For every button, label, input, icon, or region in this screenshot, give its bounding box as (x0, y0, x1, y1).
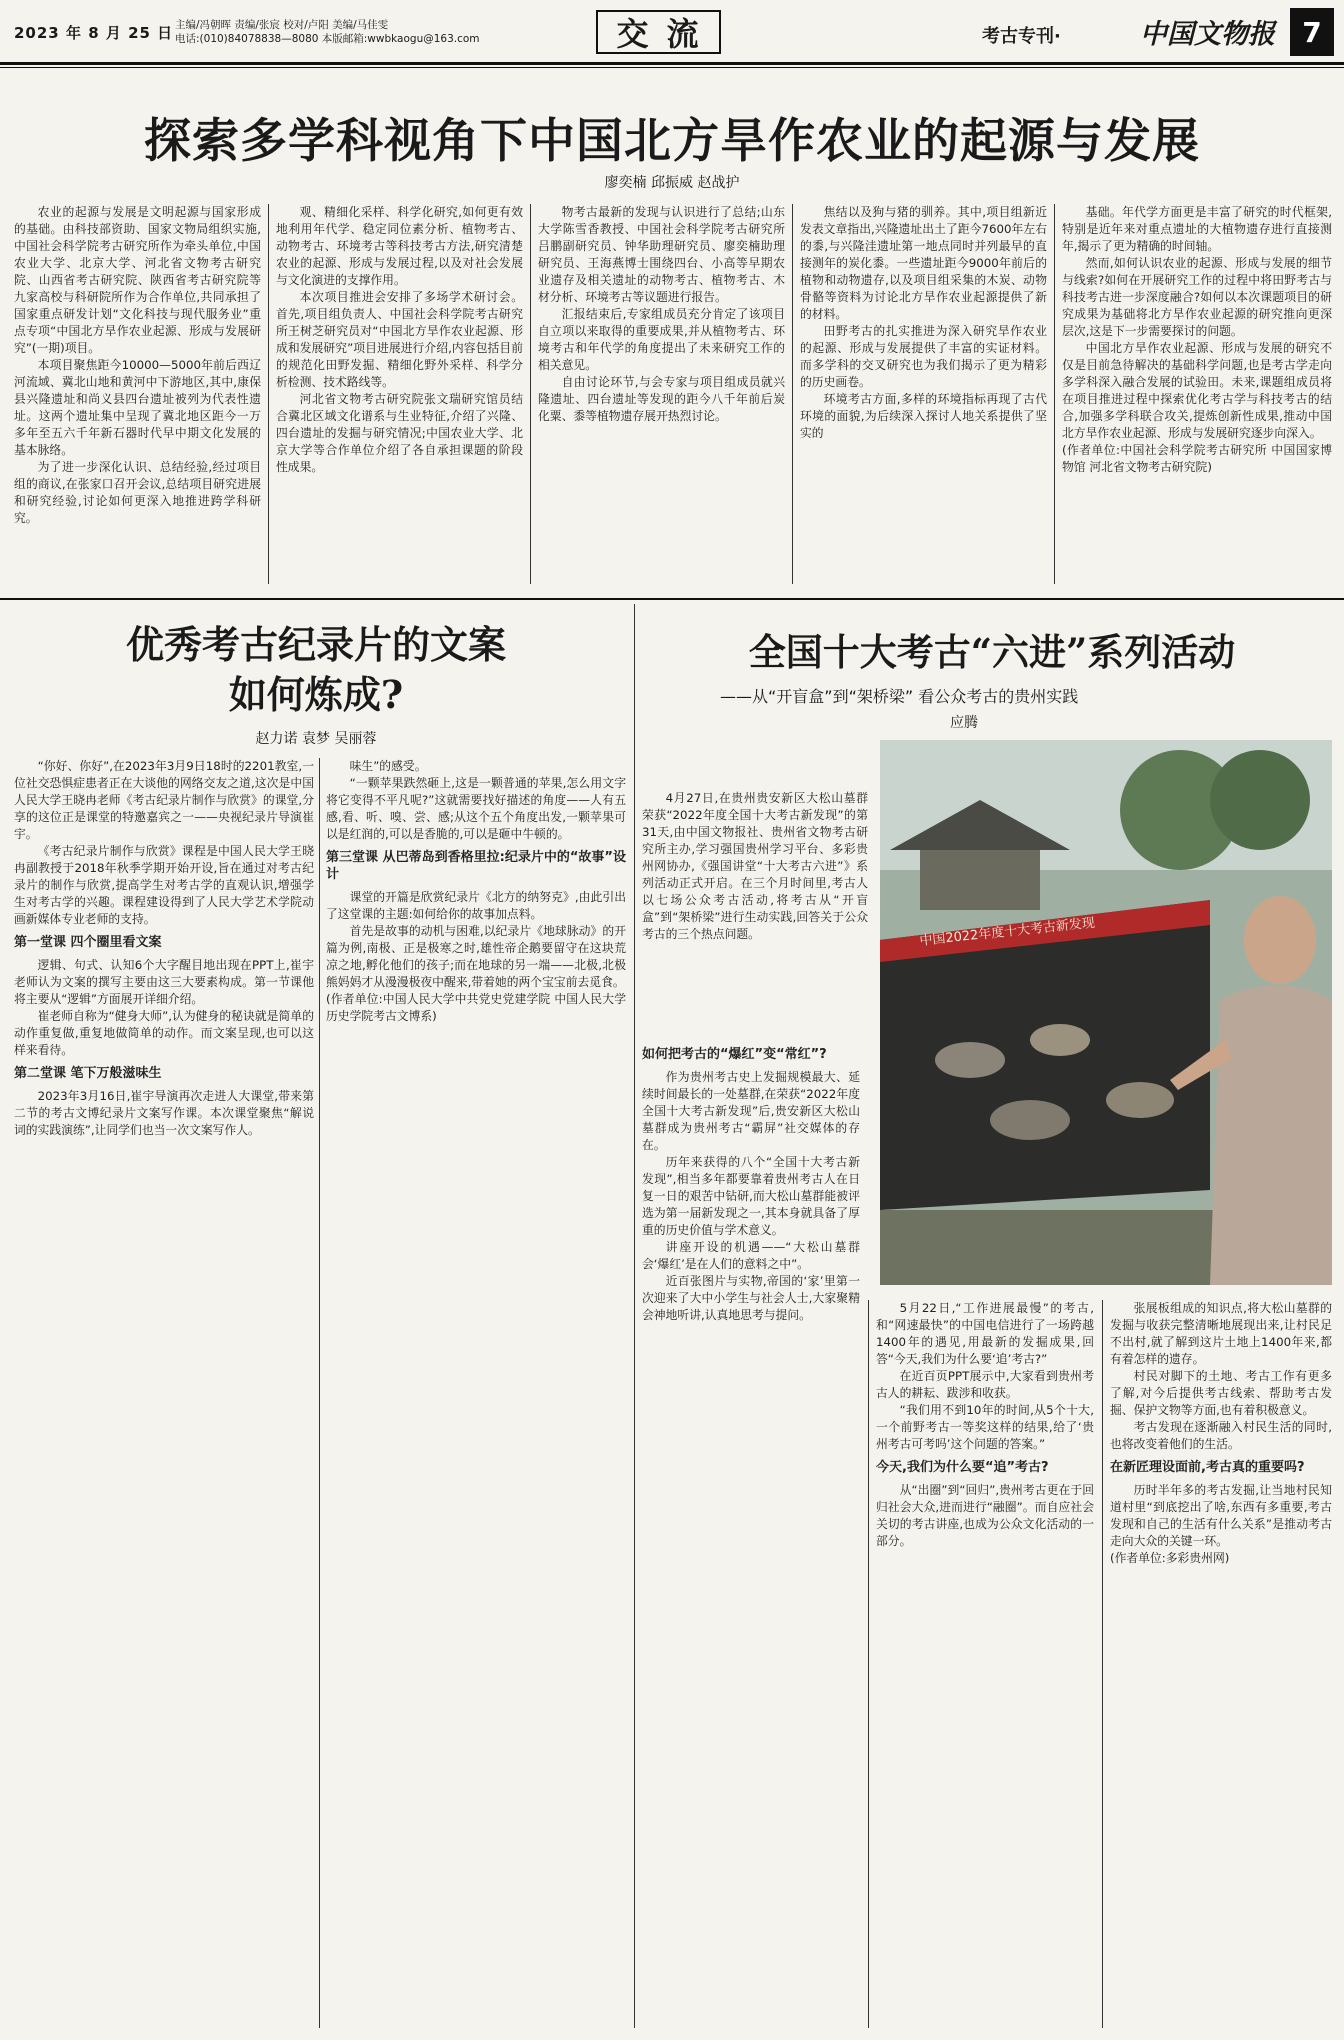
author-affiliation: (作者单位:中国人民大学中共党史党建学院 中国人民大学历史学院考古文博系) (326, 992, 626, 1023)
visitor-body (1210, 985, 1332, 1285)
article2-column-1 (14, 758, 314, 2028)
paragraph: 环境考古方面,多样的环境指标再现了古代环境的面貌,为后续深入探讨人地关系提供了坚实的 (800, 392, 1047, 440)
author-affiliation: (作者单位:多彩贵州网) (1110, 1551, 1230, 1565)
paragraph: 自由讨论环节,与会专家与项目组成员就兴隆遗址、四台遗址等发现的距今八千年前后炭化粟、黍等植物遗存展开热烈讨论。 (538, 375, 785, 423)
paragraph: 逻辑、句式、认知6个大字醒目地出现在PPT上,崔宇老师认为文案的撰写主要由这三大要素构成。第一节课他将主要从“逻辑”方面展开详细介绍。 (14, 958, 314, 1006)
article2-title-line-1: 优秀考古纪录片的文案 (125, 622, 506, 667)
paragraph: 农业的起源与发展是文明起源与国家形成的基础。由科技部资助、国家文物局组织实施,中国社会科学院考古研究所作为牵头单位,中国农业大学、北京大学、河北省文物考古研究院、山西省考古研究院、陕西省考古研究院等九家高校与科研院所作为合作单位,共同承担了国家重点研发计划“文化科技与现代服务业”重点专项“中国北方旱作农业起源、形成与发展研究”(一期)项目。 (14, 205, 261, 355)
special-edition-label: 考古专刊· (982, 26, 1061, 47)
paragraph: “一颗苹果跌然砸上,这是一颗普通的苹果,怎么用文字将它变得不平凡呢?”这就需要找好描述的角度——人有五感,看、听、嗅、尝、感;从这个五个角度出发,一颗苹果可以是红润的,可以是香脆的,可以是砸中牛顿的。 (326, 776, 626, 841)
page-number: 7 (1290, 8, 1334, 56)
paragraph: 5月22日,“工作进展最慢”的考古,和“网速最快”的中国电信进行了一场跨越1400年的遇见,用最新的发掘成果,回答“今天,我们为什么要‘追’考古?” (876, 1301, 1094, 1366)
newspaper-brand-logo: 中国文物报 (1140, 19, 1275, 50)
article-divider (634, 604, 635, 2028)
paragraph: “我们用不到10年的时间,从5个十大,一个前野考古一等奖这样的结果,给了‘贵州考古可考吗’这个问题的答案。” (876, 1403, 1094, 1451)
exhibition-photo (880, 740, 1332, 1285)
credits-line-1: 主编/冯朝晖 责编/张宸 校对/卢阳 美编/马佳雯 (175, 19, 389, 31)
article1-column-1 (14, 204, 261, 584)
paragraph: 2023年3月16日,崔宇导演再次走进人大课堂,带来第二节的考古文博纪录片文案写作课。本次课堂聚焦“解说词的实践演练”,让同学们也当一次文案写作人。 (14, 1089, 314, 1137)
paragraph: 为了进一步深化认识、总结经验,经过项目组的商议,在张家口召开会议,总结项目研究进展和研究经验,讨论如何更深入地推进跨学科研究。 (14, 460, 261, 525)
article2-column-2 (326, 758, 626, 2028)
column-divider (792, 204, 793, 584)
tree-canopy (1210, 750, 1310, 850)
issue-date: 2023 年 8 月 25 日 (14, 24, 174, 42)
section-heading: 今天,我们为什么要“追”考古? (876, 1460, 1049, 1475)
article3-author: 应腾 (950, 715, 978, 731)
column-divider (319, 758, 320, 2028)
article1-column-4 (800, 204, 1047, 584)
board-banner-text: 中国2022年度十大考古新发现 (918, 915, 1096, 949)
credits-line-2: 电话:(010)84078838—8080 本版邮箱:wwbkaogu@163.com (175, 33, 480, 45)
artifact-image (1030, 1024, 1090, 1056)
paragraph: 村民对脚下的土地、考古工作有更多了解,对今后提供考古线索、帮助考古发掘、保护文物等方面,也有着积极意义。 (1110, 1369, 1332, 1417)
column-divider (1102, 1300, 1103, 2028)
article1-title: 探索多学科视角下中国北方旱作农业的起源与发展 (144, 114, 1200, 169)
masthead-rule-thin (0, 67, 1344, 68)
author-affiliation: (作者单位:中国社会科学院考古研究所 中国国家博物馆 河北省文物考古研究院) (1062, 443, 1332, 474)
paragraph: 作为贵州考古史上发掘规模最大、延续时间最长的一处墓群,在荣获“2022年度全国十大考古新发现”后,贵安新区大松山墓群成为贵州考古“霸屏”社交媒体的存在。 (642, 1070, 860, 1152)
article2-authors: 赵力诺 袁梦 吴丽蓉 (255, 731, 377, 747)
article2-title-line-2: 如何炼成? (228, 672, 404, 717)
paragraph: 味生”的感受。 (349, 759, 427, 773)
section-divider (0, 598, 1344, 600)
section-heading: 在新匠理设面前,考古真的重要吗? (1110, 1460, 1305, 1475)
paragraph: 《考古纪录片制作与欣赏》课程是中国人民大学王晓冉副教授于2018年秋季学期开始开设,旨在通过对考古纪录片的制作与欣赏,提高学生对考古学的直观认识,增强学生对考古学的兴趣。课程建设得到了人民大学艺术学院动画新媒体专业老师的支持。 (14, 844, 314, 926)
paragraph: 历年来获得的八个“全国十大考古新发现”,相当多年都要靠着贵州考古人在日复一日的艰苦中钻研,而大松山墓群能被评选为第一届新发现之一,其本身就具备了厚重的历史价值与学术意义。 (642, 1155, 860, 1237)
paragraph: 课堂的开篇是欣赏纪录片《北方的纳努克》,由此引出了这堂课的主题:如何给你的故事加点料。 (326, 890, 626, 921)
column-divider (530, 204, 531, 584)
paragraph: “你好、你好”,在2023年3月9日18时的2201教室,一位社交恐惧症患者正在大谈他的网络交友之道,这次是中国人民大学王晓冉老师《考古纪录片制作与欣赏》的课堂,分享的这位正是课堂的特邀嘉宾之一——央视纪录片导演崔宇。 (14, 759, 314, 841)
article2-title (0, 620, 632, 720)
article3-intro (642, 790, 868, 1020)
paragraph: 崔老师自称为“健身大师”,认为健身的秘诀就是简单的动作重复做,重复地做简单的动作。而文案呈现,也可以这样来看待。 (14, 1009, 314, 1057)
paragraph: 在近百页PPT展示中,大家看到贵州考古人的耕耘、跋涉和收获。 (876, 1369, 1094, 1400)
paragraph: 首先是故事的动机与困难,以纪录片《地球脉动》的开篇为例,南极、正是极寒之时,雄性帝企鹅要留守在这块荒凉之地,孵化他们的孩子;而在地球的另一端——北极,北极熊妈妈才从漫漫极夜中醒来,带着她的两个宝宝前去觅食。 (326, 924, 626, 989)
artifact-image (935, 1042, 1005, 1078)
paragraph: 本项目聚焦距今10000—5000年前后西辽河流域、冀北山地和黄河中下游地区,其中,康保县兴隆遗址和尚义县四台遗址被列为代表性遗址。这两个遗址集中呈现了冀北地区距今一万多年至五六千年新石器时代早中期文化发展的基本脉络。 (14, 358, 261, 457)
column-divider (868, 1300, 869, 2028)
artifact-image (990, 1100, 1070, 1140)
paragraph: 汇报结束后,专家组成员充分肯定了该项目自立项以来取得的重要成果,并从植物考古、环境考古和年代学的角度提出了未来研究工作的相关意见。 (538, 307, 785, 372)
paragraph: 观、精细化采样、科学化研究,如何更有效地利用年代学、稳定同位素分析、植物考古、动物考古、环境考古等科技考古方法,研究清楚农业的起源、形成与发展过程,以及对社会发展与文化演进的支撑作用。 (276, 205, 523, 287)
article3-column-2 (876, 1300, 1094, 2028)
paragraph: 近百张图片与实物,帝国的‘家’里第一次迎来了大中小学生与社会人士,大家聚精会神地听讲,认真地思考与提问。 (642, 1274, 860, 1322)
section-heading: 如何把考古的“爆红”变“常红”? (642, 1047, 827, 1062)
paragraph: 河北省文物考古研究院张文瑞研究馆员结合冀北区域文化谱系与生业特征,介绍了兴隆、四台遗址的发掘与研究情况;中国农业大学、北京大学等合作单位介绍了各自承担课题的阶段性成果。 (276, 392, 523, 474)
section-heading: 第三堂课 从巴蒂岛到香格里拉:纪录片中的“故事”设计 (326, 850, 626, 882)
paragraph: 物考古最新的发现与认识进行了总结;山东大学陈雪香教授、中国社会科学院考古研究所吕鹏副研究员、钟华助理研究员、廖奕楠助理研究员、王海燕博士围绕四台、小高等早期农业遗存及相关遗址的动物考古、植物考古、木材分析、环境考古等议题进行报告。 (538, 205, 785, 304)
article3-title: 全国十大考古“六进”系列活动 (748, 630, 1236, 674)
masthead-rule (0, 62, 1344, 65)
paragraph: 张展板组成的知识点,将大松山墓群的发掘与收获完整清晰地展现出来,让村民足不出村,就了解到这片土地上1400年来,都有着怎样的遗存。 (1110, 1301, 1332, 1366)
article1-authors: 廖奕楠 邱振威 赵战护 (604, 175, 740, 191)
paragraph: 本次项目推进会安排了多场学术研讨会。首先,项目组负责人、中国社会科学院考古研究所王树芝研究员对“中国北方旱作农业起源、形成和发展研究”项目进展进行介绍,内容包括目前的规范化田野发掘、精细化野外采样、科学分析检测、技术路线等。 (276, 290, 523, 389)
paragraph: 中国北方旱作农业起源、形成与发展的研究不仅是目前急待解决的基础科学问题,也是考古学走向多学科深入融合发展的试验田。未来,课题组成员将在项目推进过程中探索优化考古学与科技考古的结合,加强多学科联合攻关,提炼创新性成果,推动中国北方旱作农业起源、形成与发展研究逐步向深入。 (1062, 341, 1332, 440)
paragraph: 讲座开设的机遇——“大松山墓群会‘爆红’是在人们的意料之中”。 (642, 1240, 860, 1271)
paragraph: 田野考古的扎实推进为深入研究旱作农业的起源、形成与发展提供了丰富的实证材料。而多学科的交叉研究也为我们揭示了更为精彩的历史画卷。 (800, 324, 1047, 389)
article1-column-3 (538, 204, 785, 584)
article3-subtitle: ——从“开盲盒”到“架桥梁” 看公众考古的贵州实践 (720, 687, 1079, 706)
paragraph: 基础。年代学方面更是丰富了研究的时代框架,特别是近年来对重点遗址的大植物遗存进行直接测年,揭示了更为精确的时间轴。 (1062, 205, 1332, 253)
artifact-image (1106, 1082, 1174, 1118)
paragraph: 历时半年多的考古发掘,让当地村民知道村里“到底挖出了啥,东西有多重要,考古发现和自己的生活有什么关系”是推动考古走向大众的关键一环。 (1110, 1483, 1332, 1548)
pavilion (920, 850, 1040, 910)
paragraph: 然而,如何认识农业的起源、形成与发展的细节与线索?如何在开展研究工作的过程中将田野考古与科技考古进一步深度融合?如何以本次课题项目的研究成果为基础将北方旱作农业起源的研究推向更深层次,这是下一步需要探讨的问题。 (1062, 256, 1332, 338)
paragraph: 从“出圈”到“回归”,贵州考古更在于回归社会大众,进而进行“融圈”。而自应社会关切的考古讲座,也成为公众文化活动的一部分。 (876, 1483, 1094, 1548)
section-heading: 第一堂课 四个圈里看文案 (14, 935, 162, 950)
column-divider (1054, 204, 1055, 584)
paragraph: 4月27日,在贵州贵安新区大松山墓群荣获“2022年度全国十大考古新发现”的第31天,由中国文物报社、贵州省文物考古研究所主办,学习强国贵州学习平台、多彩贵州网协办,《强国讲堂“十大考古六进”》系列活动正式开启。在三个月时间里,考古人以七场公众考古活动,将考古从“开盲盒”到“架桥梁”进行生动实践,回答关于公众考古的三个热点问题。 (642, 791, 868, 941)
article3-column-3 (1110, 1300, 1332, 2028)
column-divider (268, 204, 269, 584)
visitor-head (1244, 896, 1316, 984)
section-heading: 第二堂课 笔下万般滋味生 (14, 1066, 162, 1081)
article1-column-2 (276, 204, 523, 584)
paragraph: 考古发现在逐渐融入村民生活的同时,也将改变着他们的生活。 (1110, 1420, 1332, 1451)
editorial-credits (175, 18, 480, 46)
article3-column-1 (642, 1040, 860, 2028)
article1-column-5 (1062, 204, 1332, 584)
section-label: 交流 (596, 10, 721, 54)
paragraph: 焦结以及狗与猪的驯养。其中,项目组新近发表文章指出,兴隆遗址出土了距今7600年左右的黍,与兴隆洼遗址第一地点同时并列最早的直接测年的炭化黍。一些遗址距今9000年前后的植物和动物遗存,以及项目组采集的木炭、动物骨骼等资料为讨论北方旱作农业起源提供了新的材料。 (800, 205, 1047, 321)
